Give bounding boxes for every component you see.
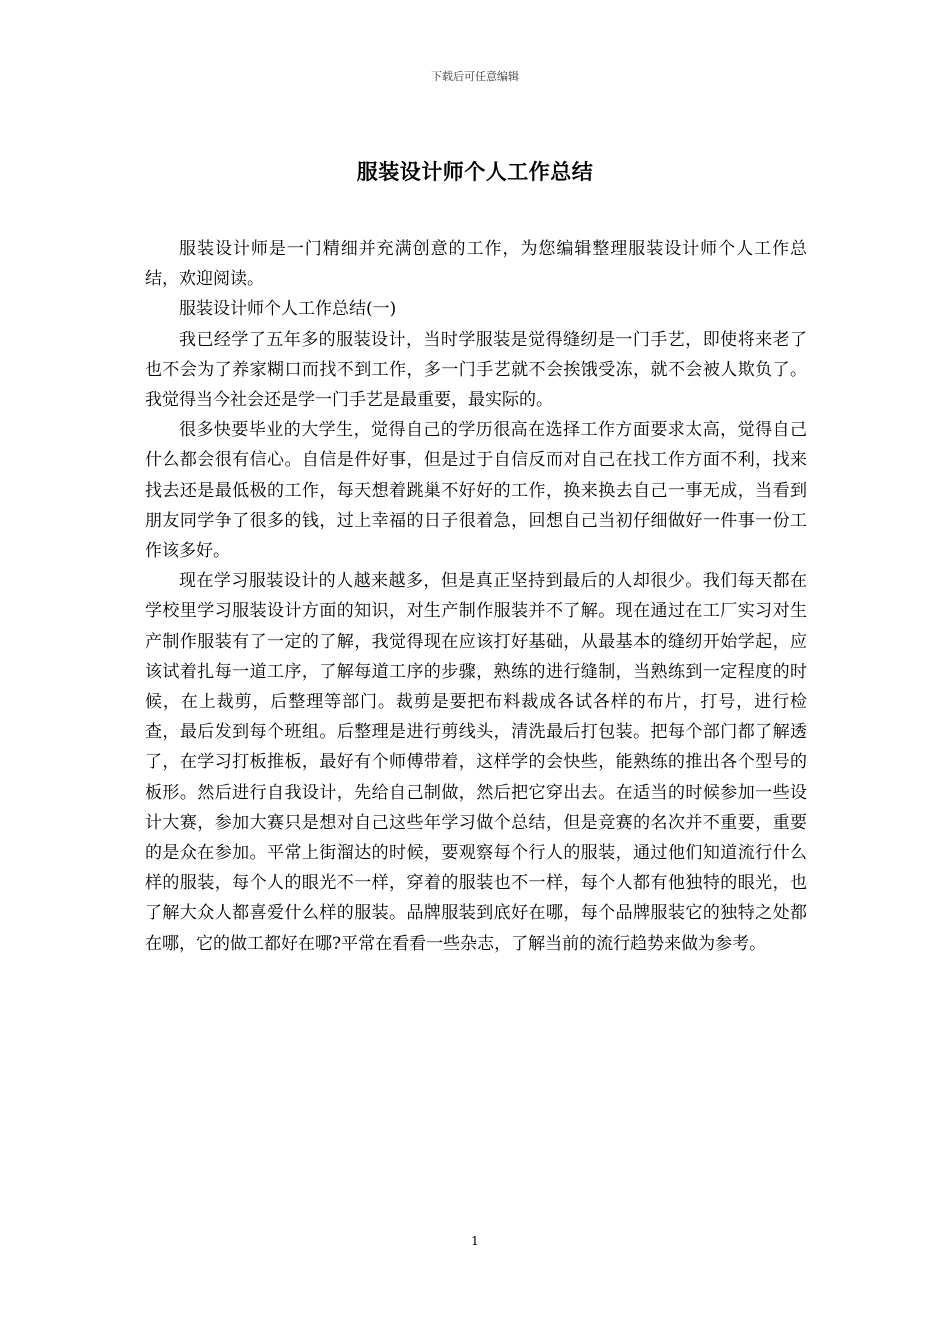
- document-title: 服装设计师个人工作总结: [356, 159, 594, 184]
- document-body: [145, 234, 807, 959]
- paragraph: 现在学习服装设计的人越来越多，但是真正坚持到最后的人却很少。我们每天都在学校里学习服装设计方面的知识，对生产制作服装并不了解。现在通过在工厂实习对生产制作服装有了一定的了解，我觉得现在应该打好基础，从最基本的缝纫开始学起，应该试着扎每一道工序，了解每道工序的步骤，熟练的进行缝制，当熟练到一定程度的时候，在上裁剪，后整理等部门。裁剪是要把布料裁成各试各样的布片，打号，进行检查，最后发到每个班组。后整理是进行剪线头，清洗最后打包装。把每个部门都了解透了，在学习打板推板，最好有个师傅带着，这样学的会快些，能熟练的推出各个型号的板形。然后进行自我设计，先给自己制做，然后把它穿出去。在适当的时候参加一些设计大赛，参加大赛只是想对自己这些年学习做个总结，但是竞赛的名次并不重要，重要的是众在参加。平常上街溜达的时候，要观察每个行人的服装，通过他们知道流行什么样的服装，每个人的眼光不一样，穿着的服装也不一样，每个人都有他独特的眼光，也了解大众人都喜爱什么样的服装。品牌服装到底好在哪，每个品牌服装它的独特之处都在哪，它的做工都好在哪?平常在看看一些杂志，了解当前的流行趋势来做为参考。: [145, 571, 807, 954]
- section-heading: 服装设计师个人工作总结(一): [179, 299, 397, 320]
- page-number: 1: [471, 1234, 479, 1248]
- paragraph: 我已经学了五年多的服装设计，当时学服装是觉得缝纫是一门手艺，即使将来老了也不会为了养家糊口而找不到工作，多一门手艺就不会挨饿受冻，就不会被人欺负了。我觉得当今社会还是学一门手艺是最重要，最实际的。: [145, 329, 807, 411]
- paragraph: 很多快要毕业的大学生，觉得自己的学历很高在选择工作方面要求太高，觉得自己什么都会很有信心。自信是件好事，但是过于自信反而对自己在找工作方面不利，找来找去还是最低极的工作，每天想着跳巢不好好的工作，换来换去自己一事无成，当看到朋友同学争了很多的钱，过上幸福的日子很着急，回想自己当初仔细做好一件事一份工作该多好。: [145, 420, 807, 562]
- header-note: 下载后可任意编辑: [431, 70, 519, 83]
- paragraph-intro: 服装设计师是一门精细并充满创意的工作，为您编辑整理服装设计师个人工作总结，欢迎阅读。: [145, 239, 807, 290]
